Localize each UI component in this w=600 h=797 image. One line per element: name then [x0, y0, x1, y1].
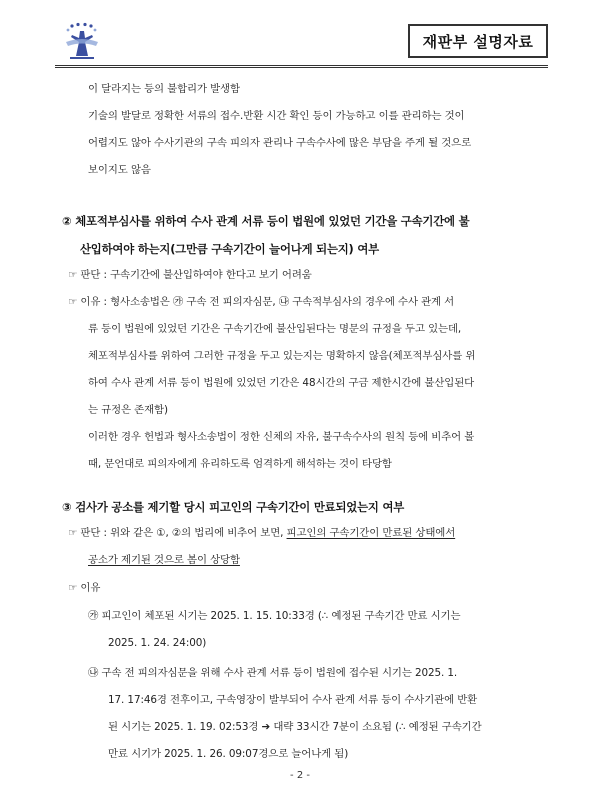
- section-3-judgment-line-1: [68, 520, 455, 547]
- section-2-reason-line-3: 체포적부심사를 위하여 그러한 규정을 두고 있는지는 명확하지 않음(체포적부심사를 위: [88, 350, 476, 362]
- page-number: - 2 -: [290, 770, 310, 781]
- section-3-item-a-line-1: ㉮ 피고인이 체포된 시기는 2025. 1. 15. 10:33경 (∴ 예정된 구속기간 만료 시기는: [88, 610, 461, 622]
- section-3-reason-label: ☞ 이유: [68, 582, 101, 594]
- section-3-item-b-line-1: ㉯ 구속 전 피의자심문을 위해 수사 관계 서류 등이 법원에 접수된 시기는 2025. 1.: [88, 667, 458, 679]
- intro-line-2: 기술의 발달로 정확한 서류의 접수․반환 시간 확인 등이 가능하고 이를 관리하는 것이: [88, 110, 465, 122]
- court-logo: [58, 22, 106, 62]
- logo-stars: [67, 23, 97, 32]
- intro-line-4: 보이지도 않음: [88, 164, 151, 176]
- section-2-reason-line-1: ☞ 이유 : 형사소송법은 ㉮ 구속 전 피의자심문, ㉯ 구속적부심사의 경우에 수사 관계 서: [68, 296, 455, 308]
- section-3-item-b-line-2: 17. 17:46경 전후이고, 구속영장이 발부되어 수사 관계 서류 등이 수사기관에 반환: [108, 694, 478, 706]
- section-2-reason-line-2: 류 등이 법원에 있었던 기간은 구속기간에 불산입된다는 명문의 규정을 두고 있는데,: [88, 323, 462, 335]
- intro-line-3: 어렵지도 않아 수사기관의 구속 피의자 관리나 구속수사에 많은 부담을 주게 될 것으로: [88, 137, 472, 149]
- section-3-item-a-line-2: 2025. 1. 24. 24:00): [108, 637, 207, 649]
- section-2-heading-line-2: 산입하여야 하는지(그만큼 구속기간이 늘어나게 되는지) 여부: [80, 242, 379, 256]
- header-rule-double: [55, 67, 548, 68]
- section-3-item-b-line-3: 된 시기는 2025. 1. 19. 02:53경 ➔ 대략 33시간 7분이 소요됨 (∴ 예정된 구속기간: [108, 721, 482, 733]
- section-2-heading-line-1: ② 체포적부심사를 위하여 수사 관계 서류 등이 법원에 있었던 기간을 구속기간에 불: [62, 214, 470, 228]
- header-rule: [55, 65, 548, 66]
- intro-line-1: 이 달라지는 등의 불합리가 발생함: [88, 83, 240, 95]
- section-2-reason-line-5: 는 규정은 존재함): [88, 404, 168, 416]
- section-2-reason-line-6: 이러한 경우 헌법과 형사소송법이 정한 신체의 자유, 불구속수사의 원칙 등에 비추어 볼: [88, 431, 475, 443]
- section-3-judgment-line-2: 공소가 제기된 것으로 봄이 상당함: [88, 554, 240, 566]
- document-type-badge: 재판부 설명자료: [408, 24, 548, 58]
- section-2-reason-line-4: 하여 수사 관계 서류 등이 법원에 있었던 기간은 48시간의 구금 제한시간에 불산입된다: [88, 377, 475, 389]
- section-3-item-b-line-4: 만료 시기가 2025. 1. 26. 09:07경으로 늘어나게 됨): [108, 748, 349, 760]
- section-2-reason-line-7: 때, 문언대로 피의자에게 유리하도록 엄격하게 해석하는 것이 타당함: [88, 458, 392, 470]
- section-3-judgment-prefix: ☞ 판단 : 위와 같은 ①, ②의 법리에 비추어 보면,: [68, 527, 287, 539]
- section-2-judgment: ☞ 판단 : 구속기간에 불산입하여야 한다고 보기 어려움: [68, 269, 312, 281]
- section-3-judgment-underlined: 피고인의 구속기간이 만료된 상태에서: [286, 527, 456, 539]
- section-3-heading: ③ 검사가 공소를 제기할 당시 피고인의 구속기간이 만료되었는지 여부: [62, 500, 405, 514]
